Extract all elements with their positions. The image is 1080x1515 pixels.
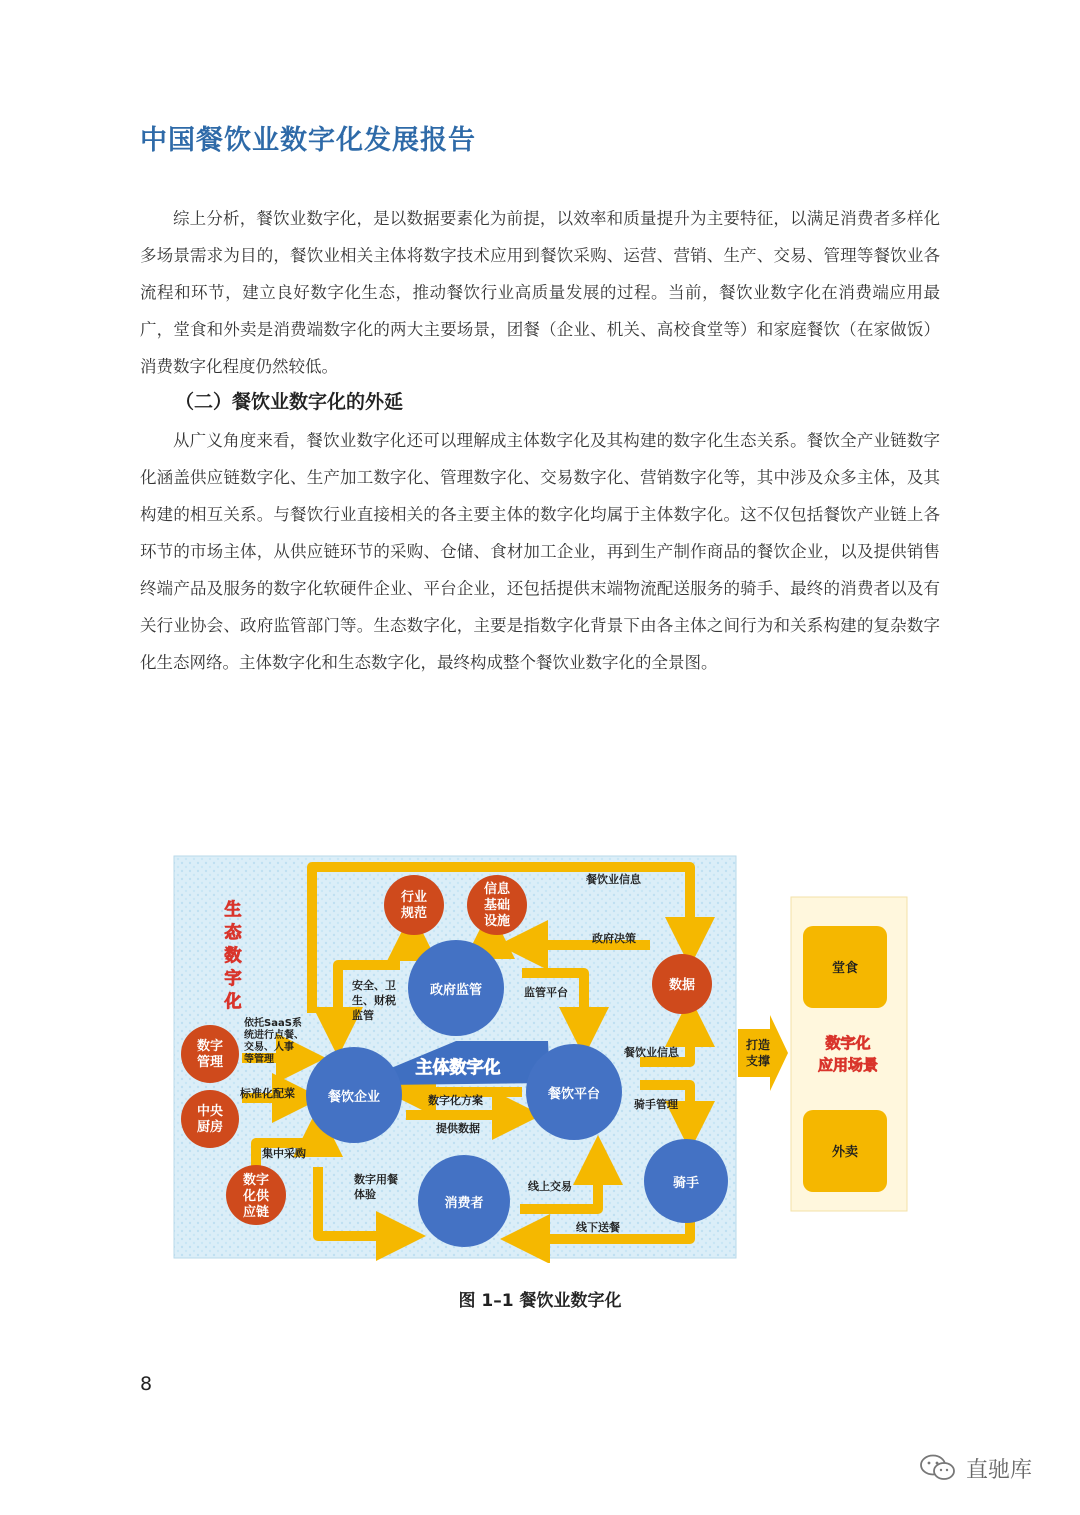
label-standard: 标准化配菜 xyxy=(240,1087,295,1100)
ecology-label-char: 态 xyxy=(224,923,242,943)
figure-caption: 图 1–1 餐饮业数字化 xyxy=(458,1291,622,1311)
label-info-top: 餐饮业信息 xyxy=(586,873,641,886)
label-saas-3: 交易、人事 xyxy=(244,1042,294,1053)
label-gov-decision: 政府决策 xyxy=(592,932,636,945)
label-online-trade: 线上交易 xyxy=(528,1180,572,1193)
label-safety-2: 生、财税 xyxy=(352,994,396,1007)
label-saas-1: 依托SaaS系 xyxy=(244,1018,302,1029)
label-safety-1: 安全、卫 xyxy=(352,979,396,992)
node-supply-chain-line1: 数字 xyxy=(242,1173,270,1188)
body-paragraph-1: 综上分析，餐饮业数字化，是以数据要素化为前提，以效率和质量提升为主要特征，以满足消费者多样化多场景需求为目的，餐饮业相关主体将数字技术应用到餐饮采购、运营、营销、生产、交易、管理等餐饮业各流程和环节，建立良好数字化生态，推动餐饮行业高质量发展的过程。当前，餐饮业数字化在消费端应用最广，堂食和外卖是消费端数字化的两大主要场景，团餐（企业、机关、高校食堂等）和家庭餐饮（在家做饭）消费数字化程度仍然较低。 xyxy=(140,209,940,376)
node-supply-chain-line2: 化供 xyxy=(242,1189,270,1204)
ecology-label-char: 字 xyxy=(224,969,242,989)
label-safety-3: 监管 xyxy=(352,1009,374,1022)
ecology-label xyxy=(224,899,243,1012)
node-industry-norm-line1: 行业 xyxy=(400,890,428,905)
node-central-kitchen-line1: 中央 xyxy=(196,1104,224,1119)
label-purchase: 集中采购 xyxy=(262,1147,306,1160)
label-offline-delivery: 线下送餐 xyxy=(576,1221,620,1234)
node-industry-norm-line2: 规范 xyxy=(400,906,428,921)
label-saas-2: 统进行点餐、 xyxy=(244,1030,304,1041)
wechat-icon xyxy=(918,1453,958,1483)
label-provide-data: 提供数据 xyxy=(436,1122,480,1135)
node-digital-mgmt-line2: 管理 xyxy=(196,1055,224,1070)
subject-label: 主体数字化 xyxy=(415,1058,501,1078)
node-rider-label: 骑手 xyxy=(672,1176,700,1191)
page-number: 8 xyxy=(140,1373,153,1395)
label-saas-4: 等管理 xyxy=(244,1054,274,1065)
section-subheading: （二）餐饮业数字化的外延 xyxy=(175,391,404,413)
label-rider-mgmt: 骑手管理 xyxy=(634,1098,678,1111)
page-title: 中国餐饮业数字化发展报告 xyxy=(140,125,476,156)
label-info-mid: 餐饮业信息 xyxy=(624,1046,679,1059)
label-solution: 数字化方案 xyxy=(428,1094,483,1107)
ecology-label-char: 化 xyxy=(224,992,242,1012)
scenario-title-line1: 数字化 xyxy=(825,1034,871,1052)
digitalization-figure xyxy=(172,853,912,1263)
node-digital-mgmt-line1: 数字 xyxy=(196,1039,224,1054)
build-support-arrow xyxy=(738,1015,788,1091)
node-consumer-label: 消费者 xyxy=(444,1196,484,1211)
node-data-label: 数据 xyxy=(668,978,696,993)
watermark xyxy=(918,1452,1032,1484)
node-industry-norm xyxy=(384,875,444,935)
node-supply-chain-line3: 应链 xyxy=(242,1205,270,1220)
watermark-text: 直驰库 xyxy=(966,1457,1033,1483)
node-infra-line3: 设施 xyxy=(483,914,511,929)
ecology-label-char: 数 xyxy=(224,946,242,966)
ecology-label-char: 生 xyxy=(224,900,242,920)
build-support-line1: 打造 xyxy=(745,1038,771,1052)
node-central-kitchen-line2: 厨房 xyxy=(196,1120,224,1135)
node-central-kitchen xyxy=(181,1090,239,1148)
node-platform-label: 餐饮平台 xyxy=(547,1087,601,1102)
node-infra-line2: 基础 xyxy=(483,898,511,913)
node-infra-line1: 信息 xyxy=(483,882,511,897)
build-support-line2: 支撑 xyxy=(745,1054,771,1068)
node-enterprise-label: 餐饮企业 xyxy=(327,1090,381,1105)
node-gov-label: 政府监管 xyxy=(429,983,483,998)
label-supervision: 监管平台 xyxy=(524,986,568,999)
scenario-title-line2: 应用场景 xyxy=(817,1056,879,1074)
node-digital-mgmt xyxy=(181,1025,239,1083)
label-dining-1: 数字用餐 xyxy=(354,1173,398,1186)
scenario-takeout-label: 外卖 xyxy=(831,1145,859,1160)
label-dining-2: 体验 xyxy=(354,1188,376,1201)
scenario-dine-in-label: 堂食 xyxy=(831,961,859,976)
body-paragraph-2: 从广义角度来看，餐饮业数字化还可以理解成主体数字化及其构建的数字化生态关系。餐饮全产业链数字化涵盖供应链数字化、生产加工数字化、管理数字化、交易数字化、营销数字化等，其中涉及众多主体，及其构建的相互关系。与餐饮行业直接相关的各主要主体的数字化均属于主体数字化。这不仅包括餐饮产业链上各环节的市场主体，从供应链环节的采购、仓储、食材加工企业，再到生产制作商品的餐饮企业，以及提供销售终端产品及服务的数字化软硬件企业、平台企业，还包括提供末端物流配送服务的骑手、最终的消费者以及有关行业协会、政府监管部门等。生态数字化，主要是指数字化背景下由各主体之间行为和关系构建的复杂数字化生态网络。主体数字化和生态数字化，最终构成整个餐饮业数字化的全景图。 xyxy=(140,431,940,672)
